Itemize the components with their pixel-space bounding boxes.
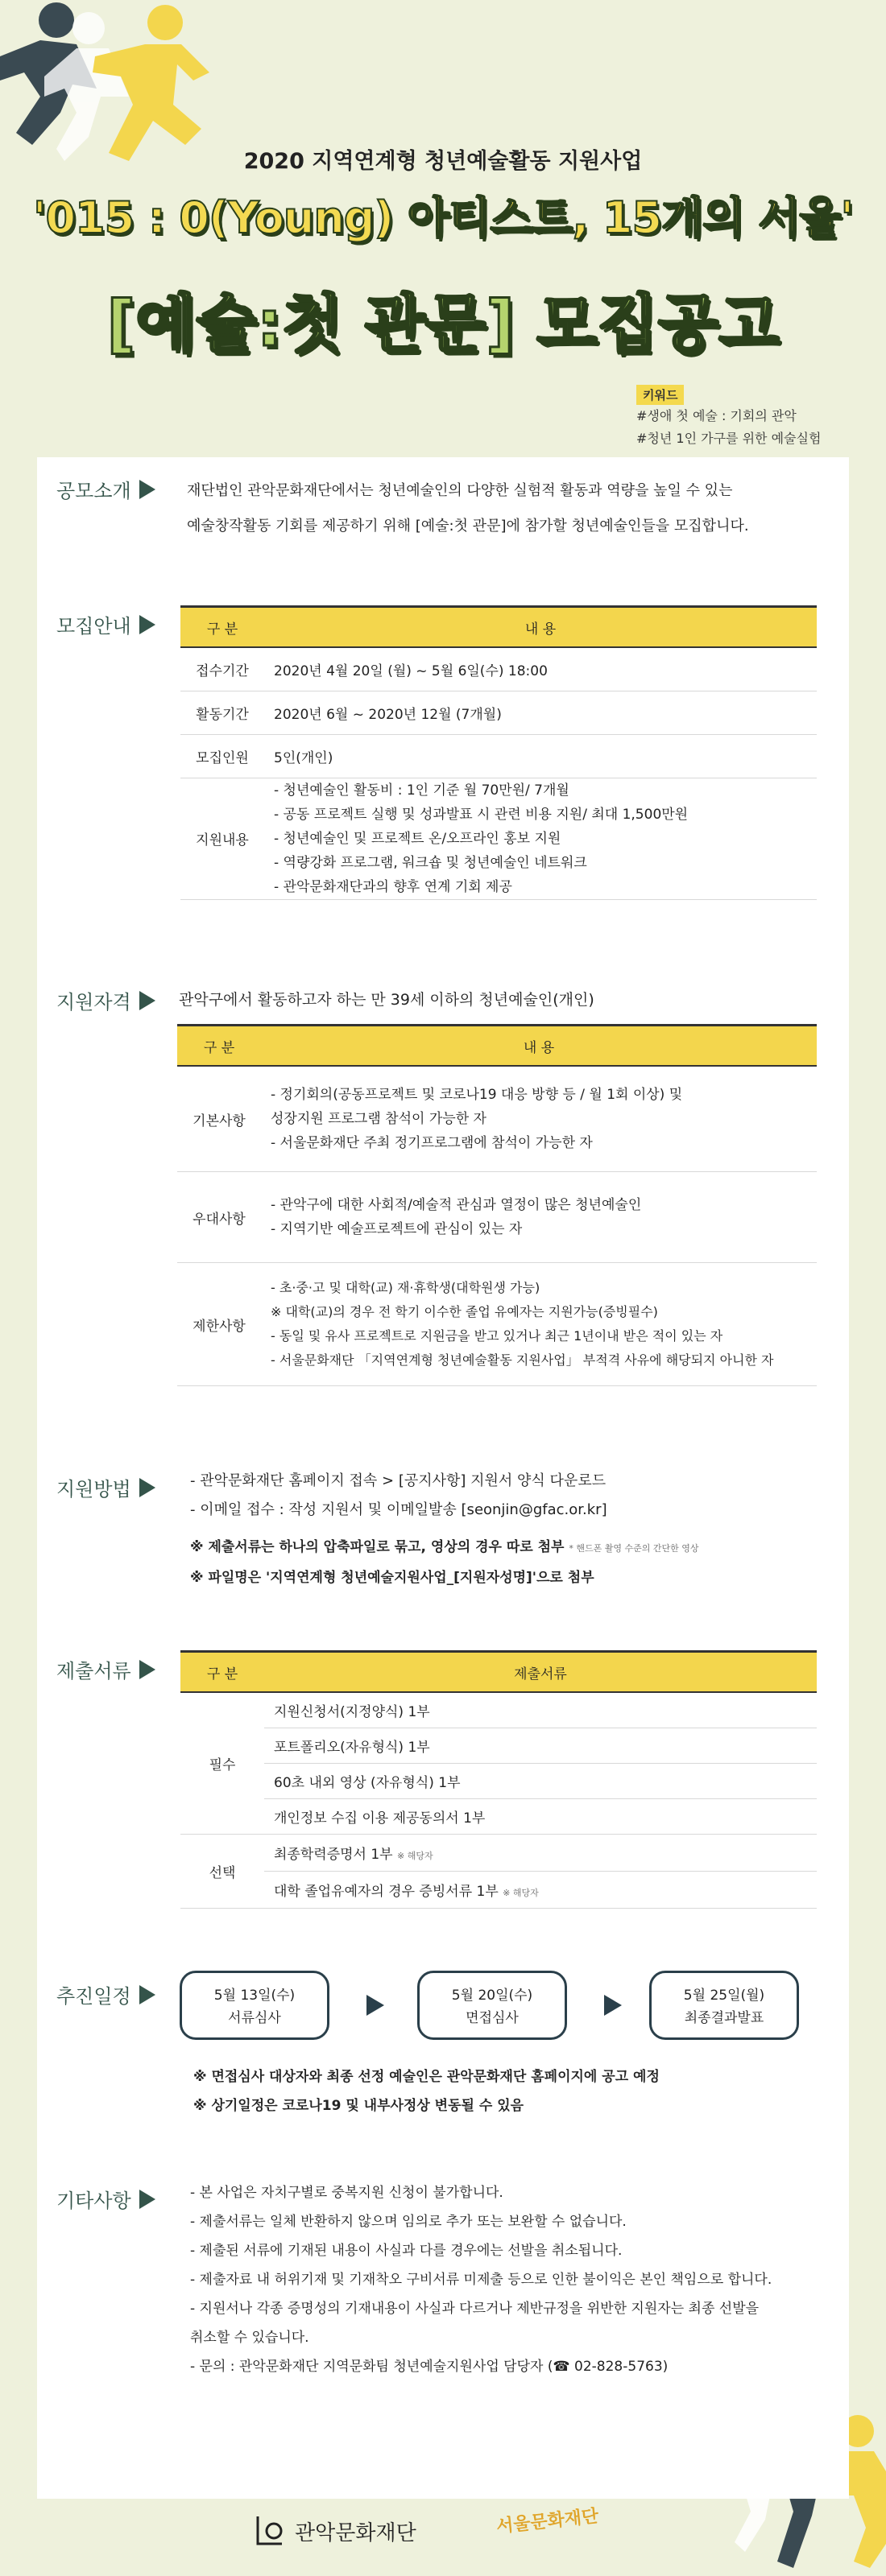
doc-item: 대학 졸업유예자의 경우 증빙서류 1부 ※ 해당자 <box>264 1871 817 1908</box>
qualification-table <box>177 1024 817 1386</box>
list-item: - 청년예술인 및 프로젝트 온/오프라인 홍보 지원 <box>274 830 561 847</box>
etc-heading: 기타사항 <box>56 2185 155 2213</box>
list-item: 성장지원 프로그램 참석이 가능한 자 <box>271 1111 486 1127</box>
arrow-icon <box>139 1660 155 1679</box>
guide-row-value: 2020년 6월 ~ 2020년 12월 (7개월) <box>264 691 817 734</box>
schedule-step-1: 5월 13일(수) 서류심사 <box>180 1971 329 2040</box>
qual-preferred-list <box>261 1172 817 1263</box>
list-item: - 초·중·고 및 대학(교) 재·휴학생(대학원생 가능) <box>271 1280 540 1295</box>
method-notes <box>190 1533 699 1592</box>
qual-restriction-list <box>261 1263 817 1386</box>
keyword-1: #생애 첫 예술 : 기회의 관악 <box>636 408 797 423</box>
list-item: - 이메일 접수 : 작성 지원서 및 이메일발송 [seonjin@gfac.or.kr] <box>190 1501 607 1518</box>
schedule-heading: 추진일정 <box>56 1980 155 2008</box>
list-item: - 서울문화재단 「지역연계형 청년예술활동 지원사업」 부적격 사유에 해당되지 아니한 자 <box>271 1352 774 1368</box>
doc-required-label: 필수 <box>180 1692 264 1834</box>
doc-col-category: 구 분 <box>180 1652 264 1693</box>
list-item: - 관악문화재단과의 향후 연계 기회 제공 <box>274 878 512 895</box>
guide-row-value: 5인(개인) <box>264 734 817 778</box>
arrow-icon <box>139 2190 155 2209</box>
method-note-2: ※ 파일명은 '지역연계형 청년예술지원사업_[지원자성명]'으로 첨부 <box>190 1570 594 1586</box>
doc-col-content: 제출서류 <box>264 1652 817 1693</box>
list-item: - 공동 프로젝트 실행 및 성과발표 시 관련 비용 지원/ 최대 1,500만원 <box>274 806 689 823</box>
arrow-icon <box>139 991 155 1010</box>
qualification-desc: 관악구에서 활동하고자 하는 만 39세 이하의 청년예술인(개인) <box>179 991 594 1009</box>
qual-row-label: 우대사항 <box>177 1172 261 1263</box>
intro-line-1: 재단법인 관악문화재단에서는 청년예술인의 다양한 실험적 활동과 역량을 높일 수 있는 <box>187 482 733 499</box>
guide-heading: 모집안내 <box>56 610 155 638</box>
list-item: - 서울문화재단 주최 정기프로그램에 참석이 가능한 자 <box>271 1135 593 1151</box>
qualification-heading: 지원자격 <box>56 986 155 1014</box>
main-title: '015 : 0(Young) 아티스트, 15개의 서울' <box>32 192 854 243</box>
method-note-small: * 핸드폰 촬영 수준의 간단한 영상 <box>569 1543 699 1554</box>
guide-row-label: 활동기간 <box>180 691 264 734</box>
doc-optional-label: 선택 <box>180 1834 264 1908</box>
doc-item: 60초 내외 영상 (자유형식) 1부 <box>264 1763 817 1798</box>
schedule-step-3: 5월 25일(월) 최종결과발표 <box>649 1971 799 2040</box>
documents-table <box>180 1650 817 1909</box>
intro-line-2: 예술창작활동 기회를 제공하기 위해 [예술:첫 관문]에 참가할 청년예술인들을 모집합니다. <box>187 518 749 535</box>
doc-item: 최종학력증명서 1부 ※ 해당자 <box>264 1834 817 1871</box>
list-item: - 관악구에 대한 사회적/예술적 관심과 열정이 많은 청년예술인 <box>271 1197 642 1213</box>
guide-row-label: 접수기간 <box>180 647 264 691</box>
keyword-2: #청년 1인 가구를 위한 예술실험 <box>636 431 822 446</box>
header <box>0 0 886 451</box>
subtitle: 2020 지역연계형 청년예술활동 지원사업 <box>243 149 643 174</box>
etc-list <box>190 2178 772 2381</box>
list-item: - 관악문화재단 홈페이지 접속 > [공지사항] 지원서 양식 다운로드 <box>190 1472 607 1489</box>
list-item: - 동일 및 유사 프로젝트로 지원금을 받고 있거나 최근 1년이내 받은 적이 있는 자 <box>271 1328 723 1344</box>
list-item: - 제출된 서류에 기재된 내용이 사실과 다를 경우에는 선발을 취소됩니다. <box>190 2243 623 2259</box>
qual-col-category: 구 분 <box>177 1026 261 1067</box>
method-heading: 지원방법 <box>56 1473 155 1501</box>
schedule-note: ※ 상기일정은 코로나19 및 내부사정상 변동될 수 있음 <box>193 2098 524 2114</box>
list-item: ※ 대학(교)의 경우 전 학기 이수한 졸업 유예자는 지원가능(증빙필수) <box>271 1304 658 1319</box>
guide-support-list <box>264 778 817 899</box>
arrow-icon <box>139 615 155 634</box>
doc-item: 개인정보 수집 이용 제공동의서 1부 <box>264 1798 817 1834</box>
list-item: - 본 사업은 자치구별로 중복지원 신청이 불가합니다. <box>190 2185 503 2201</box>
keyword-label: 키워드 <box>636 385 684 405</box>
qual-row-label: 제한사항 <box>177 1263 261 1386</box>
list-item: - 청년예술인 활동비 : 1인 기준 월 70만원/ 7개월 <box>274 782 569 799</box>
documents-heading: 제출서류 <box>56 1655 155 1683</box>
qual-row-label: 기본사항 <box>177 1066 261 1172</box>
guide-col-category: 구 분 <box>180 607 264 648</box>
org-logo <box>255 2515 416 2547</box>
intro-heading: 공모소개 <box>56 475 155 503</box>
doc-item: 포트폴리오(자유형식) 1부 <box>264 1728 817 1763</box>
schedule-notes <box>193 2062 660 2120</box>
doc-item: 지원신청서(지정양식) 1부 <box>264 1692 817 1728</box>
org-logo-icon <box>255 2515 287 2547</box>
intro-text <box>187 473 749 544</box>
list-item: - 지원서나 각종 증명성의 기재내용이 사실과 다르거나 제반규정을 위반한 지원자는 최종 선발을 <box>190 2301 760 2317</box>
schedule-note: ※ 면접심사 대상자와 최종 선정 예술인은 관악문화재단 홈페이지에 공고 예정 <box>193 2069 660 2085</box>
arrow-icon <box>139 480 155 499</box>
arrow-icon <box>139 1985 155 2004</box>
guide-row-label: 지원내용 <box>180 778 264 899</box>
guide-table <box>180 605 817 900</box>
footer-logos <box>0 2506 886 2558</box>
org-name: 관악문화재단 <box>295 2520 416 2545</box>
schedule-step-2: 5월 20일(수) 면접심사 <box>417 1971 567 2040</box>
list-item: 취소할 수 있습니다. <box>190 2330 309 2346</box>
arrow-icon <box>139 1478 155 1497</box>
arrow-right-icon <box>604 1995 622 2016</box>
method-note-1: ※ 제출서류는 하나의 압축파일로 묶고, 영상의 경우 따로 첨부 <box>190 1539 565 1555</box>
partner-logo: 서울문화재단 <box>495 2506 600 2537</box>
guide-row-label: 모집인원 <box>180 734 264 778</box>
list-item: - 제출자료 내 허위기재 및 기재착오 구비서류 미제출 등으로 인한 불이익은 본인 책임으로 합니다. <box>190 2272 772 2288</box>
qual-basic-list <box>261 1066 817 1172</box>
list-item: - 제출서류는 일체 반환하지 않으며 임의로 추가 또는 보완할 수 없습니다. <box>190 2214 627 2230</box>
guide-col-content: 내 용 <box>264 607 817 648</box>
qual-col-content: 내 용 <box>261 1026 817 1067</box>
method-list <box>190 1467 607 1525</box>
arrow-right-icon <box>366 1995 384 2016</box>
list-item: - 지역기반 예술프로젝트에 관심이 있는 자 <box>271 1221 523 1237</box>
recruit-title: [예술:첫 관문] 모집공고 <box>106 288 780 361</box>
keyword-box <box>636 385 870 450</box>
list-item: - 문의 : 관악문화재단 지역문화팀 청년예술지원사업 담당자 (☎ 02-828-5763) <box>190 2359 669 2375</box>
list-item: - 역량강화 프로그램, 워크숍 및 청년예술인 네트워크 <box>274 854 587 871</box>
list-item: - 정기회의(공동프로젝트 및 코로나19 대응 방향 등 / 월 1회 이상) 및 <box>271 1087 683 1103</box>
guide-row-value: 2020년 4월 20일 (월) ~ 5월 6일(수) 18:00 <box>264 647 817 691</box>
